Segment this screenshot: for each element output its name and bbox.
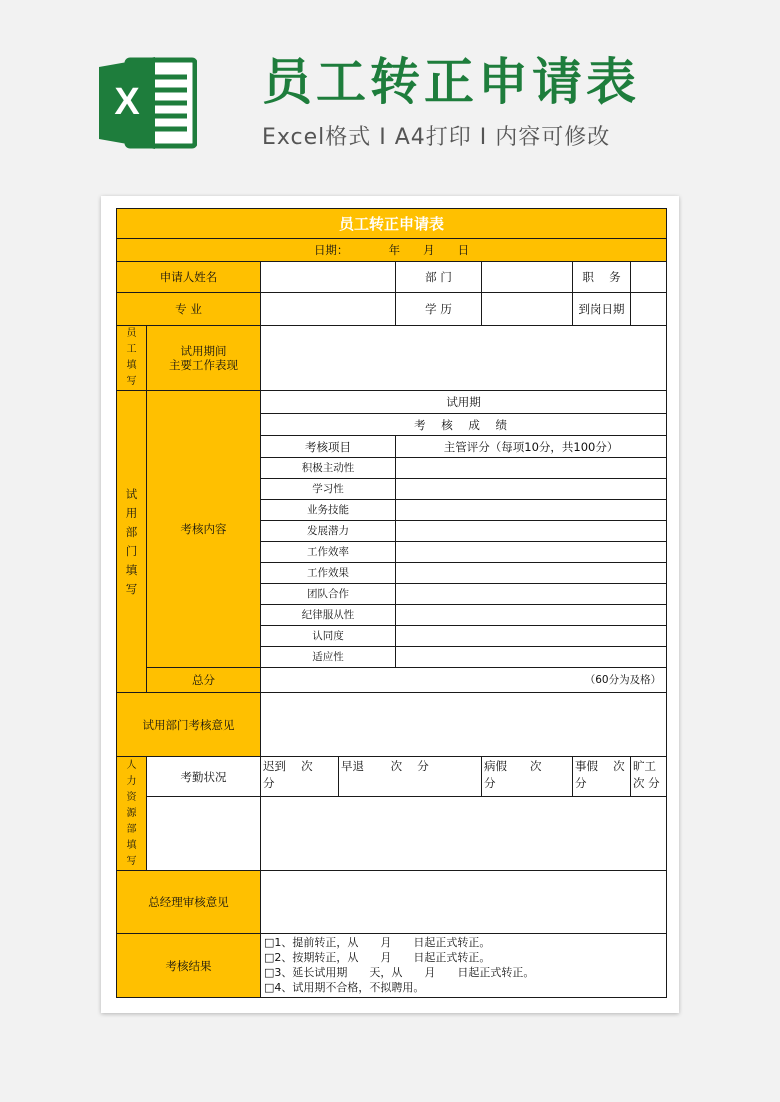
applicant-name-field[interactable] xyxy=(261,262,396,293)
score-field[interactable] xyxy=(396,479,667,500)
hr-section-text: 人力资源部填写 xyxy=(126,759,137,867)
applicant-name-label: 申请人姓名 xyxy=(117,262,261,293)
early-field[interactable]: 早退 次 分 xyxy=(339,757,482,797)
score-field[interactable] xyxy=(396,500,667,521)
item-label: 积极主动性 xyxy=(261,458,396,479)
major-label: 专 业 xyxy=(117,293,261,326)
form-title: 员工转正申请表 xyxy=(117,209,667,239)
total-field[interactable] xyxy=(261,668,667,693)
score-field[interactable] xyxy=(396,542,667,563)
dept-opinion-field[interactable] xyxy=(261,693,667,757)
excel-icon xyxy=(97,57,197,149)
assess-content-label: 考核内容 xyxy=(147,391,261,668)
position-field[interactable] xyxy=(631,262,667,293)
result-option[interactable]: □2、按期转正，从 月 日起正式转正。 xyxy=(264,951,491,964)
item-label: 认同度 xyxy=(261,626,396,647)
page-title: 员工转正申请表 xyxy=(262,53,640,111)
position-label: 职 务 xyxy=(573,262,631,293)
result-option[interactable]: □4、试用期不合格，不拟聘用。 xyxy=(264,981,425,994)
pass-note: （60分为及格） xyxy=(584,674,662,686)
item-label: 学习性 xyxy=(261,479,396,500)
score-field[interactable] xyxy=(396,605,667,626)
attendance-label: 考勤状况 xyxy=(147,757,261,797)
join-date-label: 到岗日期 xyxy=(573,293,631,326)
department-label: 部 门 xyxy=(396,262,482,293)
dept-opinion-label: 试用部门考核意见 xyxy=(117,693,261,757)
score-field[interactable] xyxy=(396,584,667,605)
item-label: 工作效果 xyxy=(261,563,396,584)
application-form-table xyxy=(116,208,667,998)
education-field[interactable] xyxy=(482,293,573,326)
result-options xyxy=(261,934,667,998)
dept-section-label xyxy=(117,391,147,693)
date-row: 日期： 年 月 日 xyxy=(117,239,667,262)
work-performance-label: 试用期间 主要工作表现 xyxy=(147,326,261,391)
probation-header: 试用期 xyxy=(261,391,667,414)
result-option[interactable]: □3、延长试用期 天，从 月 日起正式转正。 xyxy=(264,966,535,979)
hr-remarks-field[interactable] xyxy=(261,797,667,871)
personal-leave-field[interactable]: 事假 次 分 xyxy=(573,757,631,797)
score-field[interactable] xyxy=(396,458,667,479)
item-label: 纪律服从性 xyxy=(261,605,396,626)
major-field[interactable] xyxy=(261,293,396,326)
item-label: 业务技能 xyxy=(261,500,396,521)
dept-section-text: 试用部门填写 xyxy=(125,486,138,596)
sick-field[interactable]: 病假 次 分 xyxy=(482,757,573,797)
form-paper xyxy=(101,196,679,1013)
hr-section-label xyxy=(117,757,147,871)
join-date-field[interactable] xyxy=(631,293,667,326)
result-option[interactable]: □1、提前转正，从 月 日起正式转正。 xyxy=(264,936,491,949)
page-subtitle: Excel格式 I A4打印 I 内容可修改 xyxy=(262,125,611,150)
education-label: 学 历 xyxy=(396,293,482,326)
item-label: 团队合作 xyxy=(261,584,396,605)
absent-field[interactable]: 旷工 次 分 xyxy=(631,757,667,797)
score-field[interactable] xyxy=(396,563,667,584)
work-performance-field[interactable] xyxy=(261,326,667,391)
item-label: 适应性 xyxy=(261,647,396,668)
logo-letter: X xyxy=(114,81,140,123)
score-field[interactable] xyxy=(396,626,667,647)
score-field[interactable] xyxy=(396,521,667,542)
item-header: 考核项目 xyxy=(261,436,396,458)
score-field[interactable] xyxy=(396,647,667,668)
score-header: 考 核 成 绩 xyxy=(261,414,667,436)
gm-opinion-field[interactable] xyxy=(261,871,667,934)
gm-opinion-label: 总经理审核意见 xyxy=(117,871,261,934)
result-label: 考核结果 xyxy=(117,934,261,998)
hr-note-field[interactable] xyxy=(147,797,261,871)
employee-section-label xyxy=(117,326,147,391)
department-field[interactable] xyxy=(482,262,573,293)
total-label: 总分 xyxy=(147,668,261,693)
supervisor-header: 主管评分（每项10分，共100分） xyxy=(396,436,667,458)
item-label: 发展潜力 xyxy=(261,521,396,542)
late-field[interactable]: 迟到 次 分 xyxy=(261,757,339,797)
employee-section-text: 员工填写 xyxy=(126,328,137,387)
item-label: 工作效率 xyxy=(261,542,396,563)
